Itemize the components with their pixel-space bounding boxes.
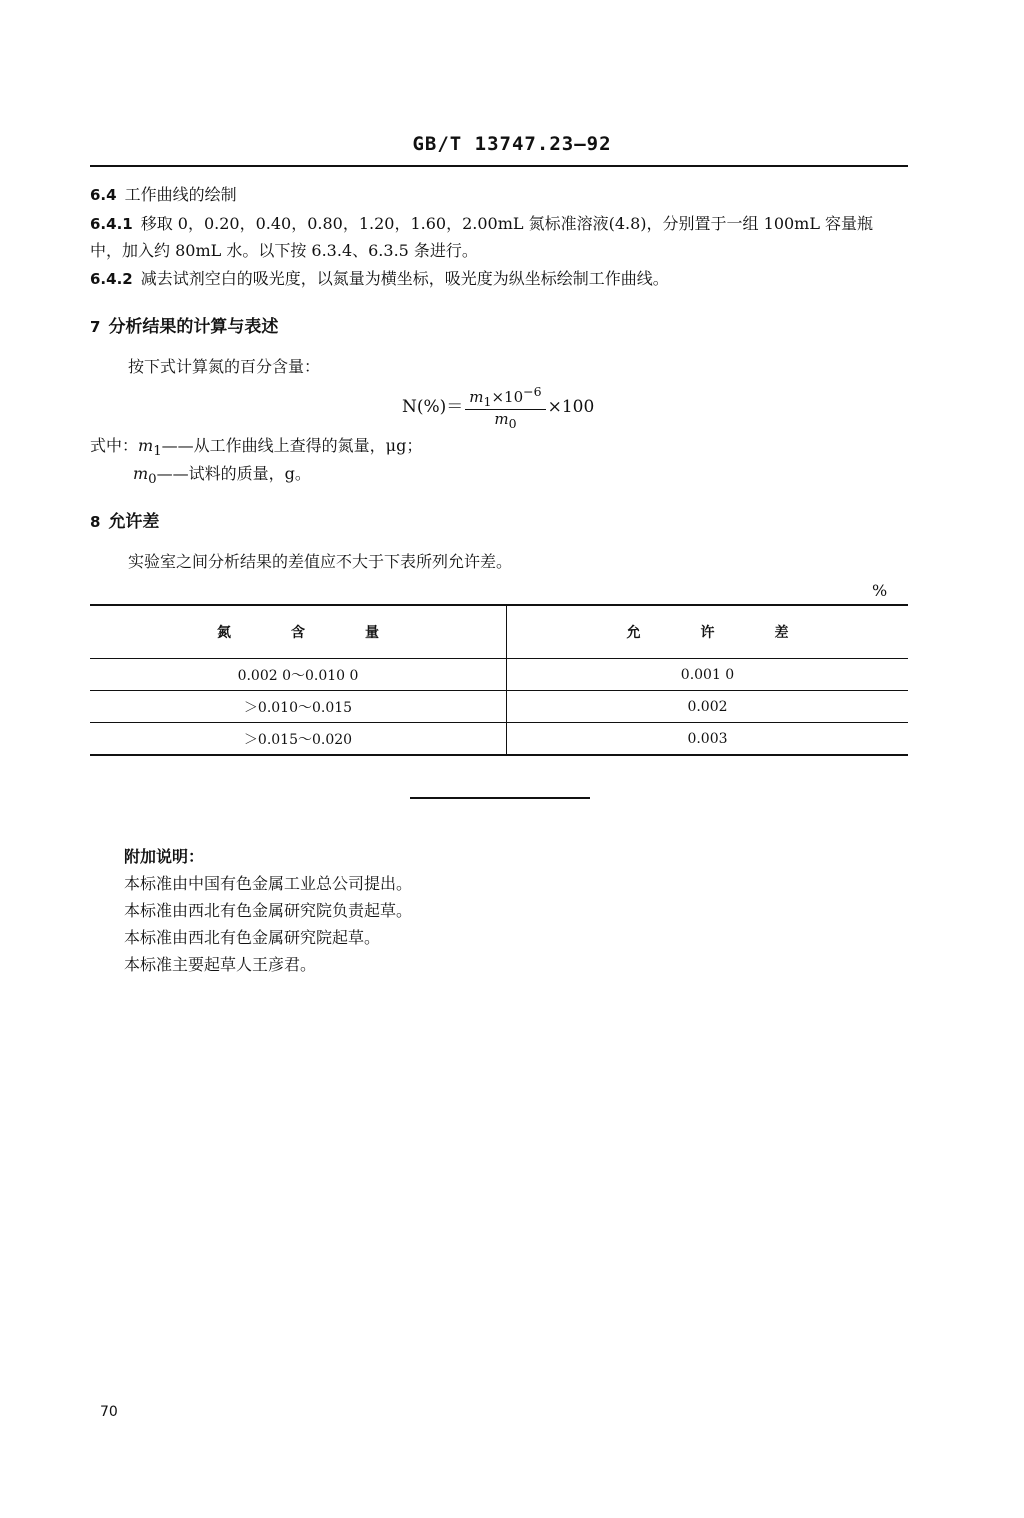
table-cell: 0.003	[507, 723, 909, 756]
formula	[402, 384, 594, 431]
item-number: 6.4.2	[90, 270, 133, 288]
table-cell: ＞0.015～0.020	[90, 723, 507, 756]
where-line-2	[133, 463, 311, 491]
section-title: 分析结果的计算与表述	[108, 317, 279, 337]
denominator-variable: m	[494, 410, 509, 428]
section-title: 工作曲线的绘制	[124, 185, 237, 204]
section-7-heading	[90, 312, 278, 337]
notes-line: 本标准由中国有色金属工业总公司提出。	[124, 874, 413, 893]
where-description: ——从工作曲线上查得的氮量，μg；	[161, 436, 423, 455]
table-header-row	[90, 605, 908, 659]
section-6-4-heading	[90, 184, 237, 206]
header-rule	[90, 165, 908, 167]
item-6-4-1	[90, 213, 873, 235]
formula-lhs: N(%)＝	[402, 397, 464, 417]
formula-numerator	[465, 384, 545, 410]
where-variable: m	[133, 464, 149, 483]
table-cell: 0.002	[507, 691, 909, 723]
header-label: 氮含量	[217, 625, 439, 641]
section-8-heading	[90, 507, 159, 532]
numerator-subscript: 1	[483, 394, 492, 409]
notes-line: 本标准由西北有色金属研究院负责起草。	[124, 901, 413, 920]
standard-number-header: GB/T 13747.23—92	[412, 133, 612, 155]
section-8-intro: 实验室之间分析结果的差值应不大于下表所列允许差。	[128, 552, 513, 571]
tolerance-table	[90, 604, 908, 756]
section-number: 7	[90, 318, 101, 336]
item-text-line1: 减去试剂空白的吸光度，以氮量为横坐标，吸光度为纵坐标绘制工作曲线。	[140, 269, 669, 288]
section-number: 8	[90, 513, 101, 531]
where-line-1	[90, 435, 422, 463]
section-7-intro: 按下式计算氮的百分含量：	[128, 357, 321, 376]
numerator-exponent: −6	[523, 384, 542, 399]
item-text-line1: 移取 0，0.20，0.40，0.80，1.20，1.60，2.00mL 氮标准溶液(4.8)，分别置于一组 100mL 容量瓶	[140, 214, 874, 233]
header-tolerance	[507, 605, 909, 659]
formula-rhs: ×100	[547, 397, 595, 417]
where-description: ——试料的质量，g。	[156, 464, 311, 483]
where-variable: m	[138, 436, 154, 455]
numerator-variable: m	[469, 388, 484, 406]
item-6-4-1-line2: 中，加入约 80mL 水。以下按 6.3.4、6.3.5 条进行。	[90, 241, 478, 260]
formula-denominator	[465, 410, 545, 431]
table-cell: ＞0.010～0.015	[90, 691, 507, 723]
table-row	[90, 691, 908, 723]
notes-line: 本标准主要起草人王彦君。	[124, 955, 317, 974]
where-subscript: 1	[153, 444, 162, 460]
section-number: 6.4	[90, 186, 117, 204]
item-6-4-2	[90, 268, 669, 290]
table-cell: 0.002 0～0.010 0	[90, 659, 507, 691]
header-label: 允许差	[626, 625, 849, 641]
notes-line: 本标准由西北有色金属研究院起草。	[124, 928, 381, 947]
table-row	[90, 659, 908, 691]
notes-title: 附加说明：	[124, 847, 205, 866]
section-title: 允许差	[108, 512, 160, 532]
item-number: 6.4.1	[90, 215, 133, 233]
table-cell: 0.001 0	[507, 659, 909, 691]
page-number: 70	[100, 1404, 118, 1420]
where-label: 式中：	[90, 436, 139, 455]
where-subscript: 0	[148, 472, 157, 488]
end-rule	[410, 797, 590, 799]
table-unit: %	[872, 581, 888, 600]
numerator-factor: ×10	[491, 388, 524, 406]
table-row	[90, 723, 908, 756]
additional-notes	[124, 843, 412, 978]
header-nitrogen-content	[90, 605, 507, 659]
denominator-subscript: 0	[508, 416, 517, 431]
formula-fraction	[465, 384, 545, 431]
